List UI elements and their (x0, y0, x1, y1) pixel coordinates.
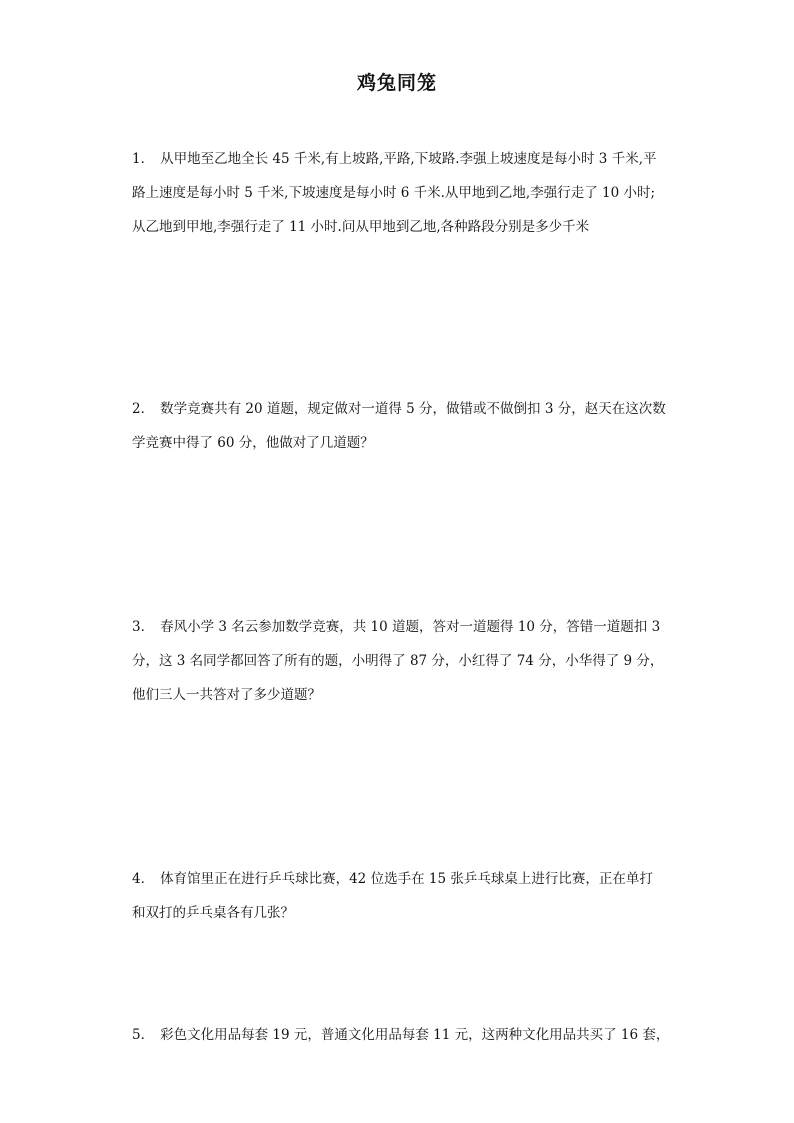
question-line (132, 392, 672, 426)
question-line (132, 142, 672, 176)
question-text: 春风小学 3 名云参加数学竞赛，共 10 道题，答对一道题得 10 分，答错一道题扣 3 (160, 619, 661, 635)
question-line (132, 1018, 672, 1052)
question-1 (132, 142, 672, 244)
question-line: 路上速度是每小时 5 千米,下坡速度是每小时 6 千米.从甲地到乙地,李强行走了 10 小时; (132, 185, 656, 201)
question-number: 2． (132, 401, 155, 417)
question-number: 5． (132, 1027, 155, 1043)
question-5 (132, 1018, 672, 1052)
question-line: 分，这 3 名同学都回答了所有的题，小明得了 87 分，小红得了 74 分，小华得了 9 分， (132, 653, 664, 669)
question-line: 从乙地到甲地,李强行走了 11 小时.问从甲地到乙地,各种路段分别是多少千米 (132, 219, 590, 235)
question-line (132, 610, 672, 644)
question-3 (132, 610, 672, 712)
question-number: 1． (132, 151, 155, 167)
page-title: 鸡兔同笼 (356, 72, 437, 94)
question-text: 从甲地至乙地全长 45 千米,有上坡路,平路,下坡路.李强上坡速度是每小时 3 千米,平 (160, 151, 657, 167)
question-line: 和双打的乒乓桌各有几张？ (132, 905, 294, 921)
question-line: 学竞赛中得了 60 分，他做对了几道题？ (132, 435, 374, 451)
question-number: 4． (132, 871, 155, 887)
question-text: 彩色文化用品每套 19 元，普通文化用品每套 11 元，这两种文化用品共买了 16 套， (160, 1027, 670, 1043)
question-2 (132, 392, 672, 460)
question-text: 体育馆里正在进行乒乓球比赛，42 位选手在 15 张乒乓球桌上进行比赛，正在单打 (160, 871, 653, 887)
question-line (132, 862, 672, 896)
question-4 (132, 862, 672, 930)
question-number: 3． (132, 619, 155, 635)
question-text: 数学竞赛共有 20 道题，规定做对一道得 5 分，做错或不做倒扣 3 分，赵天在这次数 (160, 401, 666, 417)
question-line: 他们三人一共答对了多少道题？ (132, 687, 321, 703)
